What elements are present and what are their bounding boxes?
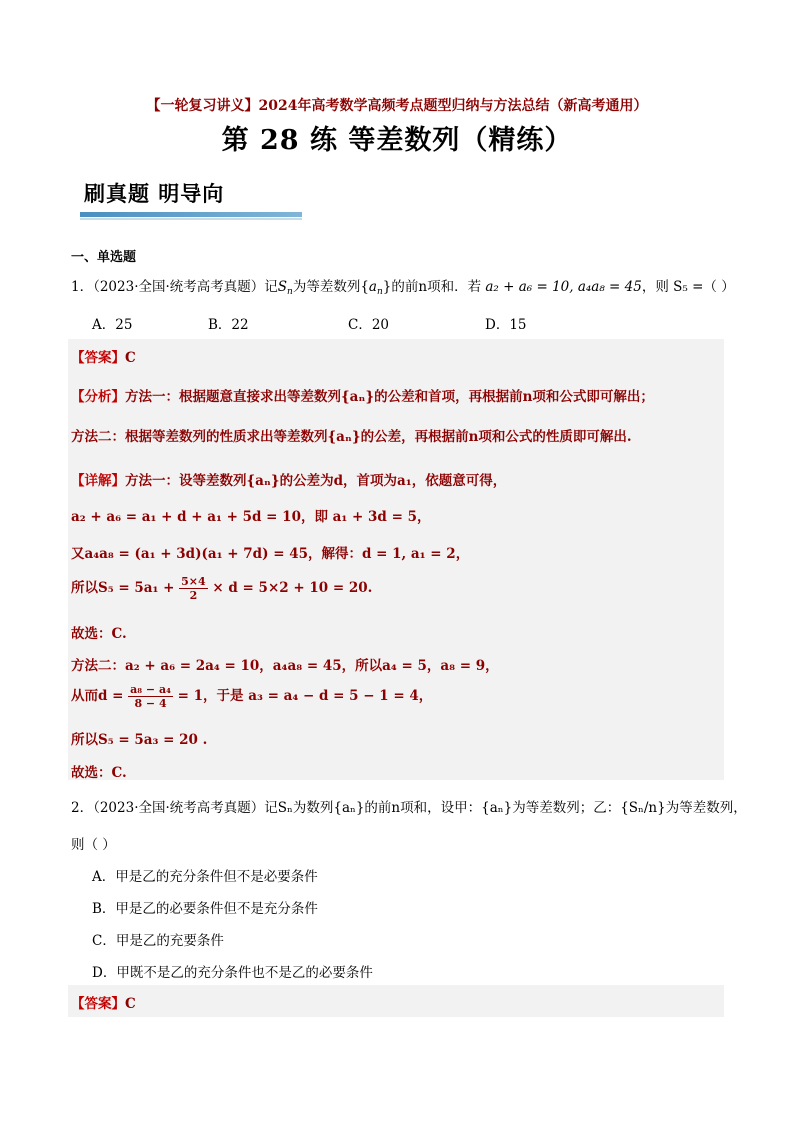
q1-detail-label: 【详解】 xyxy=(71,473,125,489)
q1-detail-text-1: 方法一：设等差数列{aₙ}的公差为d，首项为a₁，依题意可得， xyxy=(125,473,507,489)
q2-answer-value: C xyxy=(125,996,136,1012)
q1-detail-2: a₂ + a₆ = a₁ + d + a₁ + 5d = 10，即 a₁ + 3d = 5， xyxy=(71,509,431,525)
q1-detail-7 xyxy=(71,683,432,710)
q1-detail-1 xyxy=(71,469,506,489)
q1-detail-4-fraction xyxy=(179,575,208,602)
q1-option-c[interactable]: C．20 xyxy=(348,317,390,333)
q2-solution-panel xyxy=(68,985,724,1017)
q2-option-d[interactable]: D．甲既不是乙的充分条件也不是乙的必要条件 xyxy=(92,965,373,981)
q1-detail-3: 又a₄a₈ = (a₁ + 3d)(a₁ + 7d) = 45，解得：d = 1, a₁ = 2， xyxy=(71,546,470,562)
q1-answer xyxy=(71,346,136,366)
page-title: 第 28 练 等差数列（精练） xyxy=(221,125,573,156)
q2-answer xyxy=(71,992,136,1012)
q1-detail-7-frac-den: 8 − 4 xyxy=(134,697,167,710)
q1-symbol-an: $\{a_n\}$ xyxy=(360,279,392,297)
q1-detail-9: 故选：C. xyxy=(71,765,127,781)
q1-analysis-1 xyxy=(71,385,654,405)
q1-stem-ask: ，则 S₅ =（ ） xyxy=(641,279,735,295)
q1-detail-4-suffix: × d = 5×2 + 10 = 20. xyxy=(212,580,373,596)
q1-answer-label: 【答案】 xyxy=(71,350,125,366)
q1-detail-4-frac-num: 5×4 xyxy=(181,575,206,588)
q2-option-a[interactable]: A．甲是乙的充分条件但不是必要条件 xyxy=(92,869,318,885)
part-heading: 一、单选题 xyxy=(71,250,137,265)
q1-detail-4 xyxy=(71,575,372,602)
q1-option-a[interactable]: A．25 xyxy=(92,317,133,333)
question-2-stem-line-1: 2．（2023·全国·统考高考真题）记Sₙ为数列{aₙ}的前n项和，设甲：{aₙ}为等差数列；乙：{Sₙ/n}为等差数列， xyxy=(71,800,747,816)
series-title: 【一轮复习讲义】2024年高考数学高频考点题型归纳与方法总结（新高考通用） xyxy=(146,98,648,114)
section-banner: 刷真题 明导向 xyxy=(84,181,225,206)
q1-analysis-2: 方法二：根据等差数列的性质求出等差数列{aₙ}的公差，再根据前n项和公式的性质即可解出. xyxy=(71,429,632,445)
question-2-stem-line-2: 则（ ） xyxy=(71,837,116,853)
q1-detail-7-fraction xyxy=(128,683,173,710)
banner-underline xyxy=(80,212,302,217)
q2-option-b[interactable]: B．甲是乙的必要条件但不是充分条件 xyxy=(92,901,318,917)
q1-stem-rest: 为等差数列 xyxy=(292,279,361,295)
question-1-stem xyxy=(71,275,735,297)
q1-symbol-sn: $S_n$ xyxy=(277,279,293,297)
q1-option-b[interactable]: B．22 xyxy=(208,317,249,333)
q1-answer-value: C xyxy=(125,350,136,366)
q1-detail-5: 故选：C. xyxy=(71,626,127,642)
q2-option-c[interactable]: C．甲是乙的充要条件 xyxy=(92,933,224,949)
q1-detail-4-prefix: 所以S₅ = 5a₁ + xyxy=(71,580,175,596)
q1-detail-8: 所以S₅ = 5a₃ = 20 . xyxy=(71,732,208,748)
q1-analysis-label: 【分析】 xyxy=(71,389,125,405)
q1-detail-7-suffix: = 1，于是 a₃ = a₄ − d = 5 − 1 = 4， xyxy=(177,688,433,704)
q1-stem-prefix: 1．（2023·全国·统考高考真题）记 xyxy=(71,279,278,295)
q2-answer-label: 【答案】 xyxy=(71,996,125,1012)
q1-condition: a₂ + a₆ = 10, a₄a₈ = 45 xyxy=(485,279,642,295)
q1-stem-tail: 的前n项和．若 xyxy=(391,279,482,295)
q1-detail-7-frac-num: a₈ − a₄ xyxy=(130,683,171,696)
q1-detail-7-prefix: 从而d = xyxy=(71,688,124,704)
q1-detail-6: 方法二：a₂ + a₆ = 2a₄ = 10，a₄a₈ = 45，所以a₄ = 5，a₈ = 9， xyxy=(71,658,499,674)
q1-detail-4-frac-den: 2 xyxy=(189,589,198,602)
banner-underline-shadow xyxy=(80,218,302,220)
q1-analysis-text-1: 方法一：根据题意直接求出等差数列{aₙ}的公差和首项，再根据前n项和公式即可解出； xyxy=(125,389,654,405)
q1-option-d[interactable]: D．15 xyxy=(485,317,527,333)
